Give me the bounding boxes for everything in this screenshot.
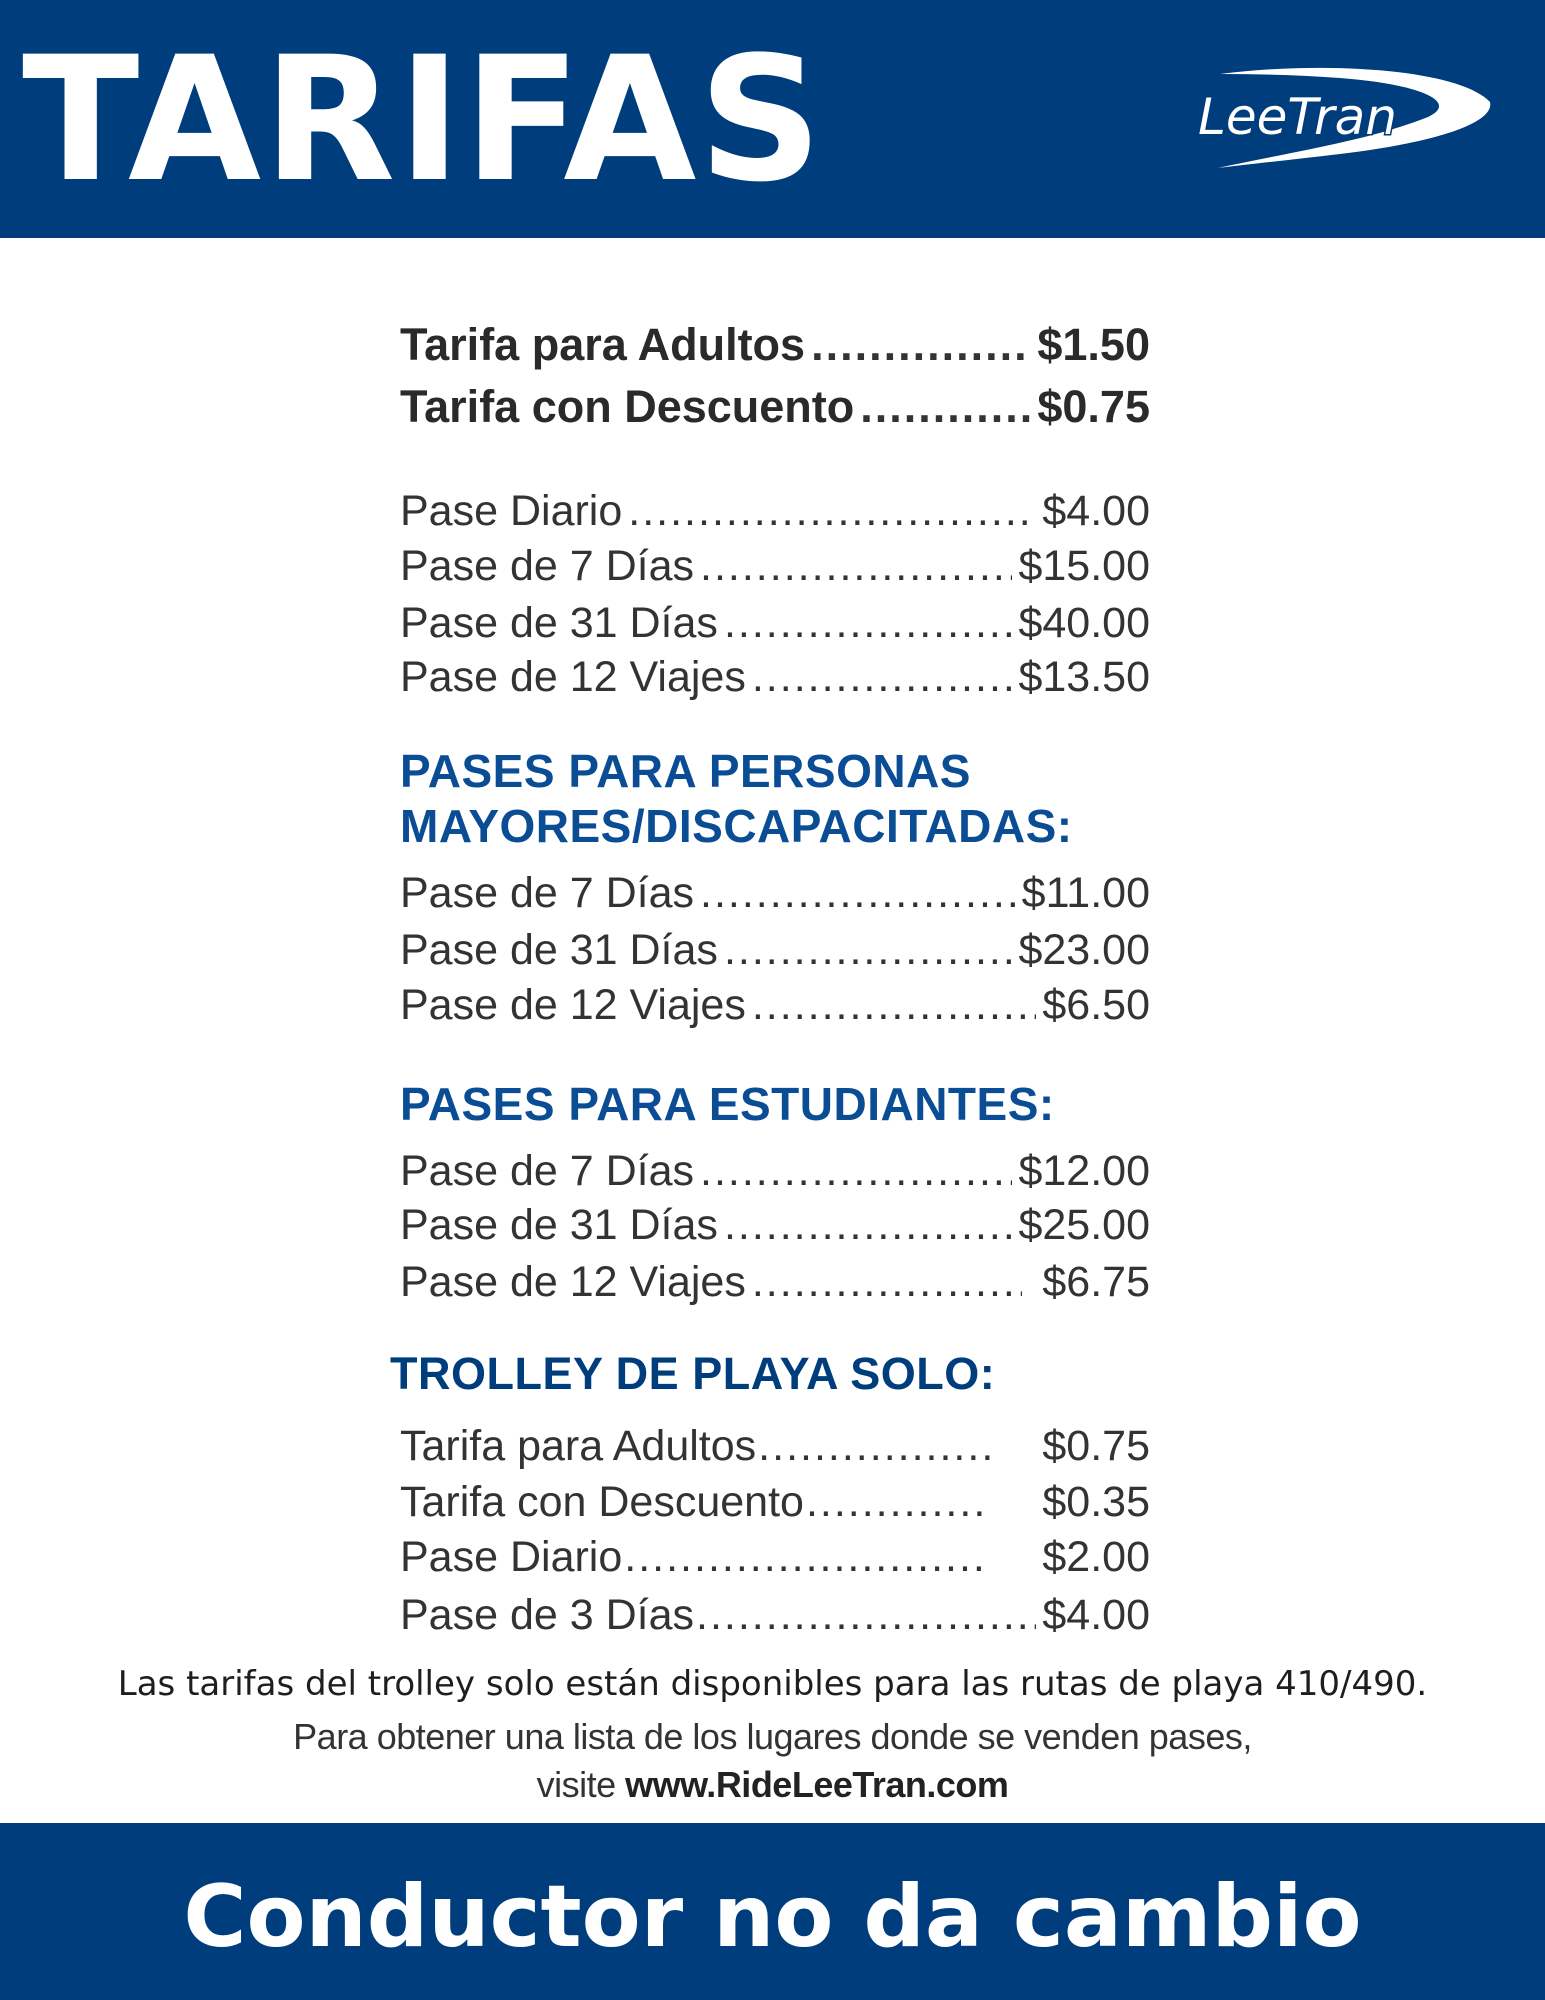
pass-row xyxy=(400,1144,1150,1198)
leader-dots xyxy=(628,484,1036,538)
footer-message: Conductor no da cambio xyxy=(183,1867,1362,1967)
pass-label: Pase de 31 Días xyxy=(400,599,718,647)
trolley-price: $0.75 xyxy=(1042,1422,1150,1470)
leader-dots xyxy=(806,1475,990,1529)
pass-price: $6.50 xyxy=(1042,981,1150,1029)
leader-dots xyxy=(811,318,1031,372)
leader-dots xyxy=(724,596,1013,650)
leader-dots xyxy=(700,866,1016,920)
trolley-label: Pase Diario xyxy=(400,1533,623,1581)
leader-dots xyxy=(758,1419,990,1473)
leader-dots xyxy=(724,1198,1013,1252)
fare-label: Tarifa para Adultos xyxy=(400,319,806,370)
logo-text: LeeTran xyxy=(1198,88,1397,146)
pass-label: Pase Diario xyxy=(400,487,623,535)
trolley-label: Tarifa con Descuento xyxy=(400,1478,804,1526)
pass-label: Pase de 7 Días xyxy=(400,542,695,590)
website-link[interactable]: www.RideLeeTran.com xyxy=(625,1764,1009,1805)
pass-row xyxy=(400,923,1150,977)
pass-price: $12.00 xyxy=(1018,1147,1150,1195)
fare-price: $1.50 xyxy=(1037,319,1150,370)
website-note xyxy=(0,1760,1545,1810)
pass-price: $4.00 xyxy=(1042,487,1150,535)
leader-dots xyxy=(696,1588,1036,1642)
trolley-price: $2.00 xyxy=(1042,1533,1150,1581)
leader-dots xyxy=(752,978,1037,1032)
trolley-label: Pase de 3 Días xyxy=(400,1591,695,1639)
pass-label: Pase de 31 Días xyxy=(400,926,718,974)
pass-price: $23.00 xyxy=(1018,926,1150,974)
pass-label: Pase de 12 Viajes xyxy=(400,981,746,1029)
trolley-row xyxy=(400,1588,1150,1642)
pass-row xyxy=(400,978,1150,1032)
pass-price: $13.50 xyxy=(1018,653,1150,701)
trolley-row xyxy=(400,1475,1150,1529)
students-heading: PASES PARA ESTUDIANTES: xyxy=(400,1078,1055,1130)
seniors-heading-line1: PASES PARA PERSONAS xyxy=(400,745,971,797)
header-band xyxy=(0,0,1545,238)
leader-dots xyxy=(860,380,1031,434)
trolley-row xyxy=(400,1530,1150,1584)
pass-price: $15.00 xyxy=(1018,542,1150,590)
pass-label: Pase de 7 Días xyxy=(400,869,695,917)
page-title: TARIFAS xyxy=(22,19,825,220)
pass-price: $40.00 xyxy=(1018,599,1150,647)
trolley-note: Las tarifas del trolley solo están disponibles para las rutas de playa 410/490. xyxy=(117,1664,1428,1704)
fare-row xyxy=(400,318,1150,372)
leader-dots xyxy=(700,539,1012,593)
visit-text: visite xyxy=(536,1764,616,1805)
pass-label: Pase de 31 Días xyxy=(400,1201,718,1249)
trolley-price: $0.35 xyxy=(1042,1478,1150,1526)
leetran-logo xyxy=(1190,62,1500,172)
leader-dots xyxy=(700,1144,1012,1198)
pass-row xyxy=(400,539,1150,593)
trolley-price: $4.00 xyxy=(1042,1591,1150,1639)
pass-row xyxy=(400,596,1150,650)
trolley-heading: TROLLEY DE PLAYA SOLO: xyxy=(390,1348,996,1399)
pass-price: $11.00 xyxy=(1021,869,1150,917)
pass-row xyxy=(400,1255,1150,1309)
pass-price: $6.75 xyxy=(1042,1258,1150,1306)
pass-row xyxy=(400,1198,1150,1252)
fare-row xyxy=(400,380,1150,434)
leader-dots xyxy=(624,1530,990,1584)
pass-label: Pase de 12 Viajes xyxy=(400,1258,746,1306)
pass-row xyxy=(400,484,1150,538)
trolley-row xyxy=(400,1419,1150,1473)
leader-dots xyxy=(724,923,1013,977)
pass-locations-note: Para obtener una lista de los lugares donde se venden pases, xyxy=(293,1716,1252,1757)
pass-row xyxy=(400,866,1150,920)
seniors-heading-line2: MAYORES/DISCAPACITADAS: xyxy=(400,800,1073,852)
pass-label: Pase de 12 Viajes xyxy=(400,653,746,701)
pass-price: $25.00 xyxy=(1018,1201,1150,1249)
trolley-label: Tarifa para Adultos xyxy=(400,1422,757,1470)
leader-dots xyxy=(752,650,1013,704)
fare-price: $0.75 xyxy=(1037,381,1150,432)
pass-label: Pase de 7 Días xyxy=(400,1147,695,1195)
footer-band xyxy=(0,1823,1545,2000)
fare-label: Tarifa con Descuento xyxy=(400,381,855,432)
leader-dots xyxy=(752,1255,1023,1309)
pass-row xyxy=(400,650,1150,704)
